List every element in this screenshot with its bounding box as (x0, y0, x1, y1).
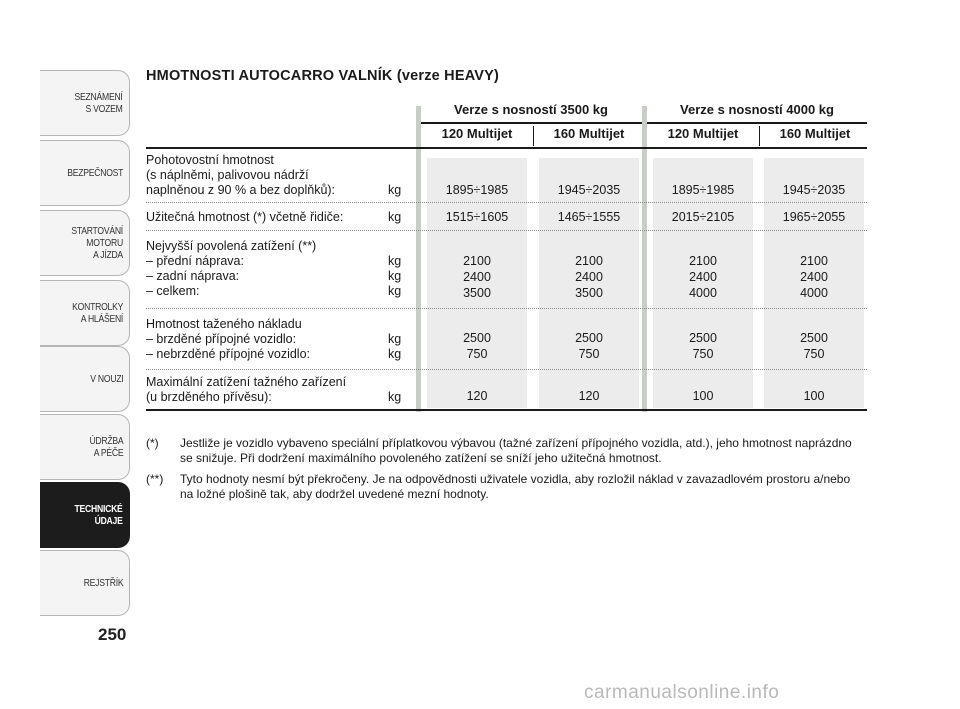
tab-v-nouzi[interactable] (40, 346, 130, 412)
column-header: 120 Multijet (441, 126, 513, 141)
page-title: HMOTNOSTI AUTOCARRO VALNÍK (verze HEAVY) (146, 68, 500, 84)
table-cell: 2100 2400 3500 (463, 254, 491, 300)
group-header-3500: Verze s nosností 3500 kg (454, 102, 608, 117)
tab-label: STARTOVÁNÍ MOTORU A JÍZDA (71, 225, 123, 261)
table-cell: 2500 750 (800, 331, 828, 361)
row-unit: kg (388, 183, 402, 197)
column-header: 120 Multijet (667, 126, 739, 141)
footnote-mark: (**) (146, 472, 164, 486)
footnote (146, 436, 866, 466)
table-cell: 2500 750 (575, 331, 603, 361)
tab-udrzba-a-pece[interactable] (40, 414, 130, 480)
row-divider (146, 308, 867, 309)
table-cell: 1965÷2055 (782, 210, 846, 224)
footnote (146, 472, 866, 502)
tab-technicke-udaje[interactable] (40, 482, 130, 548)
row-divider (146, 369, 867, 370)
table-cell: 2500 750 (689, 331, 717, 361)
row-label: Maximální zatížení tažného zařízení (u brzděného přívěsu): (146, 375, 347, 404)
table-cell: 1945÷2035 (557, 183, 621, 197)
row-label: Pohotovostní hmotnost (s náplněmi, palivovou nádrží naplněnou z 90 % a bez doplňků): (146, 153, 336, 197)
footnote-text: Tyto hodnoty nesmí být překročeny. Je na odpovědnosti uživatele vozidla, aby rozložil náklad v zavazadlovém prostoru a/nebo na ložné plošině tak, aby dodržel uvedené mezní hodnoty. (180, 472, 851, 501)
table-cell: 1895÷1985 (671, 183, 735, 197)
table-cell: 2015÷2105 (671, 210, 735, 224)
group-header-4000: Verze s nosností 4000 kg (680, 102, 834, 117)
table-bottom-rule (146, 409, 867, 411)
row-label: Užitečná hmotnost (*) včetně řidiče: (146, 210, 344, 224)
table-cell: 2100 2400 4000 (689, 254, 717, 300)
tab-kontrolky-a-hlaseni[interactable] (40, 280, 130, 346)
column-divider (416, 106, 421, 412)
tab-seznameni-s-vozem[interactable] (40, 70, 130, 136)
tab-rejstrik[interactable] (40, 550, 130, 616)
column-header: 160 Multijet (553, 126, 625, 141)
group-underline (421, 122, 642, 124)
tab-label: BEZPEČNOST (67, 167, 123, 179)
table-cell: 100 (803, 389, 825, 403)
tab-startovani-motoru[interactable] (40, 210, 130, 276)
table-cell: 2100 2400 3500 (575, 254, 603, 300)
watermark: carmanualsonline.info (584, 682, 780, 703)
tab-label: V NOUZI (89, 373, 123, 385)
page-number: 250 (98, 625, 127, 644)
row-label: Nejvyšší povolená zatížení (**) – přední náprava: – zadní náprava: – celkem: (146, 239, 317, 298)
table-cell: 1515÷1605 (445, 210, 509, 224)
row-label: Hmotnost taženého nákladu – brzděné přípojné vozidlo: – nebrzděné přípojné vozidlo: (146, 317, 311, 361)
footnote-text: Jestliže je vozidlo vybaveno speciální příplatkovou výbavou (tažné zařízení přípojného vozidla, atd.), jeho hmotnost naprázdno se snižuje. Při dodržení maximálního povoleného zatížení se sníží jeho užitečná hmotnost. (180, 436, 852, 465)
table-cell: 1465÷1555 (557, 210, 621, 224)
table-cell: 2100 2400 4000 (800, 254, 828, 300)
table-cell: 120 (578, 389, 600, 403)
table-cell: 1945÷2035 (782, 183, 846, 197)
tab-label: REJSTŘÍK (83, 577, 123, 589)
tab-bezpecnost[interactable] (40, 140, 130, 206)
row-divider (146, 230, 867, 231)
row-unit: kg (388, 210, 402, 224)
row-unit: kg kg (388, 332, 402, 361)
tab-label: SEZNÁMENÍ S VOZEM (74, 91, 123, 115)
row-unit: kg (388, 390, 402, 404)
tab-label: TECHNICKÉ ÚDAJE (74, 503, 123, 527)
table-cell: 100 (692, 389, 714, 403)
row-divider (146, 202, 867, 203)
column-header: 160 Multijet (779, 126, 851, 141)
table-cell: 1895÷1985 (445, 183, 509, 197)
table-cell: 2500 750 (463, 331, 491, 361)
table-cell: 120 (466, 389, 488, 403)
footnote-mark: (*) (146, 436, 159, 450)
row-unit: kg kg kg (388, 254, 402, 298)
column-divider (642, 106, 647, 412)
group-underline (647, 122, 867, 124)
table-top-rule (146, 147, 867, 149)
tab-label: KONTROLKY A HLÁŠENÍ (72, 301, 123, 325)
tab-label: ÚDRŽBA A PÉČE (89, 435, 123, 459)
